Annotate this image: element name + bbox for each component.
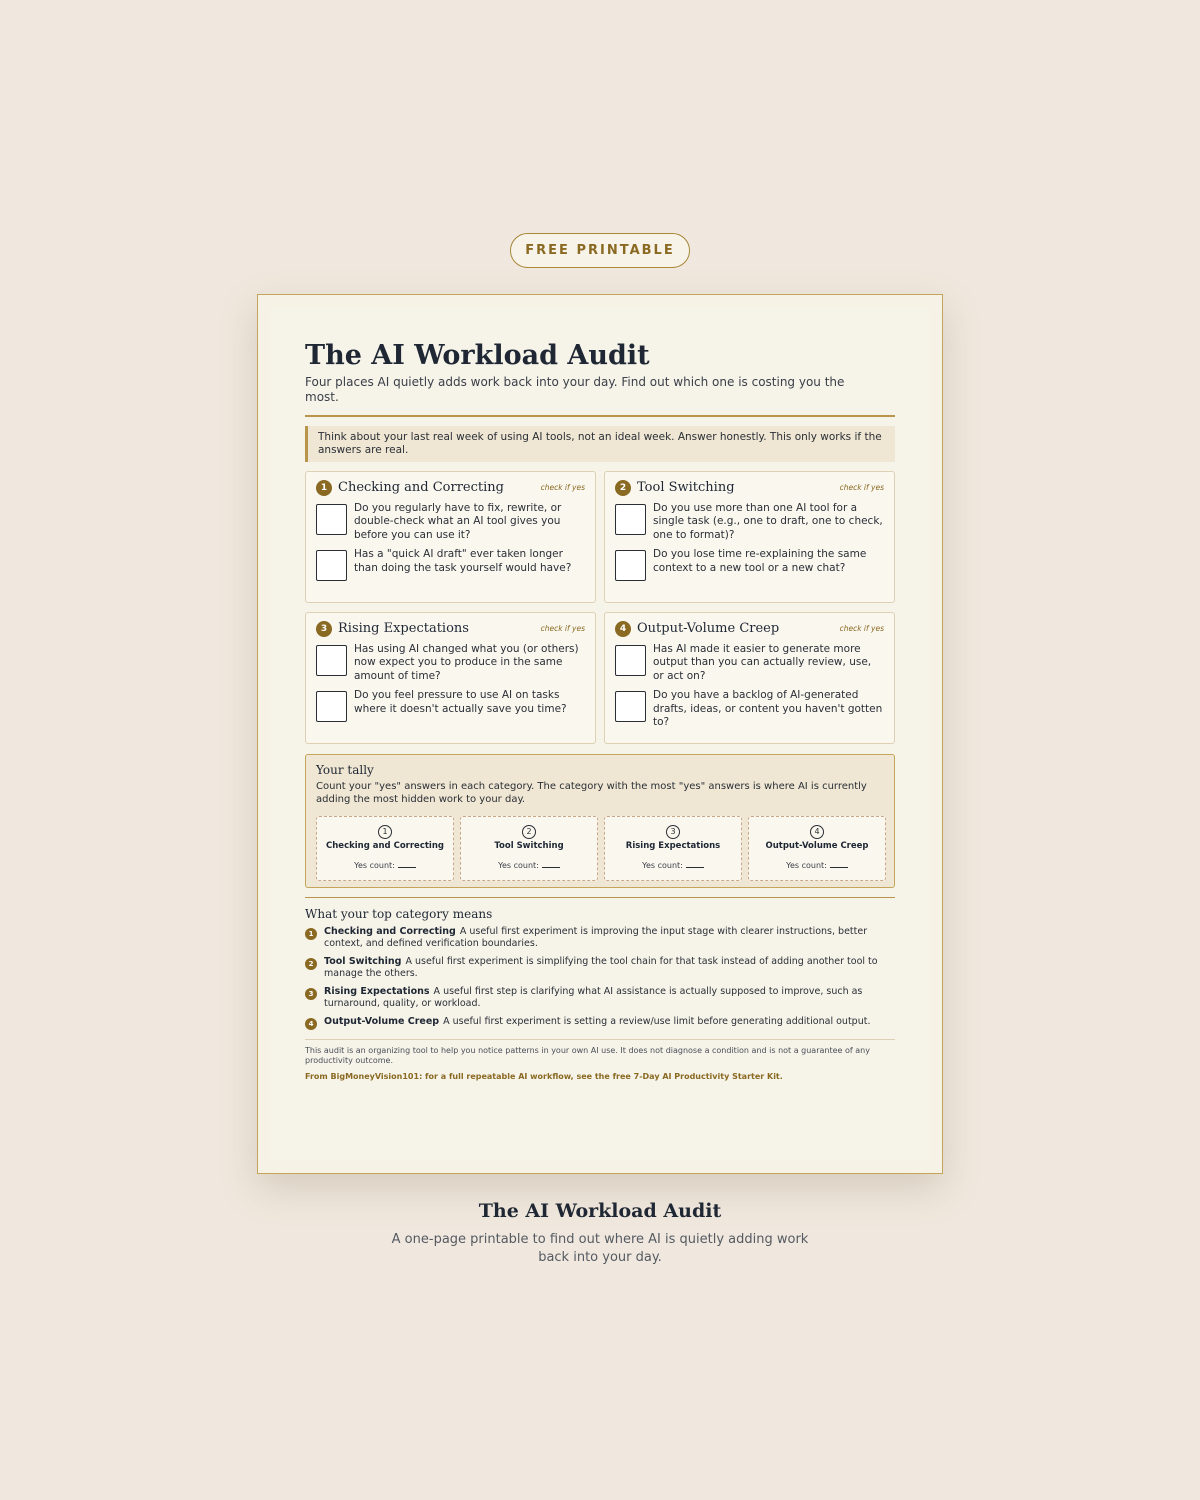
printable-sheet	[257, 294, 943, 1174]
checkbox[interactable]	[615, 691, 646, 722]
category-title: Output-Volume Creep	[637, 621, 780, 637]
category-number-badge: 1	[316, 480, 332, 496]
question-row	[316, 502, 585, 543]
check-hint: check if yes	[540, 483, 585, 493]
tally-number: 1	[378, 825, 392, 839]
category-title: Checking and Correcting	[338, 480, 504, 496]
question-text: Do you have a backlog of AI-generated drafts, ideas, or content you haven't gotten to?	[653, 689, 883, 729]
means-item-name: Output-Volume Creep	[324, 1015, 440, 1027]
tally-category-name: Output-Volume Creep	[765, 840, 869, 851]
category-card-rising-expectations	[305, 612, 596, 744]
question-text: Do you regularly have to fix, rewrite, or double-check what an AI tool gives you before you can use it?	[354, 501, 562, 541]
category-number-badge: 3	[316, 621, 332, 637]
checkbox[interactable]	[316, 645, 347, 676]
checkbox[interactable]	[316, 550, 347, 581]
tally-category-name: Rising Expectations	[625, 840, 721, 851]
tally-category-name: Tool Switching	[494, 840, 564, 851]
means-item-text: A useful first experiment is simplifying the tool chain for that task instead of adding another tool to manage the others.	[324, 955, 878, 980]
divider	[305, 1039, 895, 1040]
category-title: Tool Switching	[637, 480, 735, 496]
category-card-output-volume	[604, 612, 895, 744]
instructions-callout: Think about your last real week of using AI tools, not an ideal week. Answer honestly. This only works if the answers are real.	[305, 426, 895, 462]
yes-count-field[interactable]: Yes count:	[354, 861, 416, 870]
question-text: Has a "quick AI draft" ever taken longer than doing the task yourself would have?	[354, 548, 572, 574]
category-title: Rising Expectations	[338, 621, 469, 637]
divider	[305, 897, 895, 898]
tally-row	[316, 816, 884, 881]
question-text: Do you feel pressure to use AI on tasks where it doesn't actually save you time?	[354, 689, 567, 715]
category-grid	[305, 471, 895, 744]
question-row	[615, 502, 884, 543]
tally-title: Your tally	[316, 762, 374, 777]
checkbox[interactable]	[615, 550, 646, 581]
caption-title: The AI Workload Audit	[478, 1200, 722, 1222]
means-number-badge: 3	[305, 988, 317, 1000]
free-printable-badge: FREE PRINTABLE	[510, 233, 690, 268]
tally-category-name: Checking and Correcting	[326, 840, 444, 851]
sheet-subtitle: Four places AI quietly adds work back into your day. Find out which one is costing you the most.	[305, 374, 845, 404]
question-row	[615, 689, 884, 730]
means-item-text: A useful first step is clarifying what AI assistance is actually supposed to improve, such as turnaround, quality, or workload.	[324, 985, 863, 1010]
question-row	[615, 548, 884, 581]
yes-count-field[interactable]: Yes count:	[642, 861, 704, 870]
check-hint: check if yes	[839, 624, 884, 634]
question-text: Do you use more than one AI tool for a single task (e.g., one to draft, one to check, one to format)?	[653, 501, 883, 541]
divider	[305, 415, 895, 417]
check-hint: check if yes	[839, 483, 884, 493]
means-number-badge: 2	[305, 958, 317, 970]
question-row	[316, 643, 585, 684]
means-number-badge: 4	[305, 1018, 317, 1030]
tally-section	[305, 754, 895, 888]
tally-cell	[748, 816, 886, 881]
means-title: What your top category means	[305, 906, 493, 921]
tally-cell	[604, 816, 742, 881]
question-row	[316, 548, 585, 581]
yes-count-field[interactable]: Yes count:	[498, 861, 560, 870]
means-item-name: Tool Switching	[324, 955, 402, 967]
means-item	[305, 986, 895, 1011]
tally-number: 3	[666, 825, 680, 839]
promo-line: From BigMoneyVision101: for a full repeatable AI workflow, see the free 7-Day AI Productivity Starter Kit.	[305, 1071, 783, 1081]
check-hint: check if yes	[540, 624, 585, 634]
category-number-badge: 2	[615, 480, 631, 496]
sheet-content	[270, 307, 930, 1161]
tally-description: Count your "yes" answers in each category. The category with the most "yes" answers is where AI is currently adding the most hidden work to your day.	[316, 780, 867, 805]
category-card-tool-switching	[604, 471, 895, 603]
means-number-badge: 1	[305, 928, 317, 940]
means-item-text: A useful first experiment is improving the input stage with clearer instructions, better context, and defined verification boundaries.	[324, 925, 868, 950]
question-text: Has AI made it easier to generate more output than you can actually review, use, or act on?	[653, 642, 872, 682]
sheet-title: The AI Workload Audit	[305, 340, 650, 371]
yes-count-field[interactable]: Yes count:	[786, 861, 848, 870]
caption-description: A one-page printable to find out where AI is quietly adding work back into your day.	[391, 1232, 809, 1265]
checkbox[interactable]	[615, 504, 646, 535]
disclaimer: This audit is an organizing tool to help you notice patterns in your own AI use. It does not diagnose a condition and is not a guarantee of any productivity outcome.	[305, 1045, 870, 1066]
means-item	[305, 1016, 895, 1030]
question-text: Do you lose time re-explaining the same context to a new tool or a new chat?	[653, 548, 867, 574]
means-item-name: Checking and Correcting	[324, 925, 456, 937]
category-card-checking	[305, 471, 596, 603]
checkbox[interactable]	[316, 504, 347, 535]
checkbox[interactable]	[316, 691, 347, 722]
means-item	[305, 926, 895, 951]
tally-number: 2	[522, 825, 536, 839]
question-row	[615, 643, 884, 684]
tally-cell	[316, 816, 454, 881]
means-item-text: A useful first experiment is setting a review/use limit before generating additional output.	[443, 1015, 871, 1027]
tally-number: 4	[810, 825, 824, 839]
tally-cell	[460, 816, 598, 881]
question-text: Has using AI changed what you (or others) now expect you to produce in the same amount of time?	[354, 642, 579, 682]
checkbox[interactable]	[615, 645, 646, 676]
question-row	[316, 689, 585, 722]
category-number-badge: 4	[615, 621, 631, 637]
means-item-name: Rising Expectations	[324, 985, 430, 997]
means-item	[305, 956, 895, 981]
